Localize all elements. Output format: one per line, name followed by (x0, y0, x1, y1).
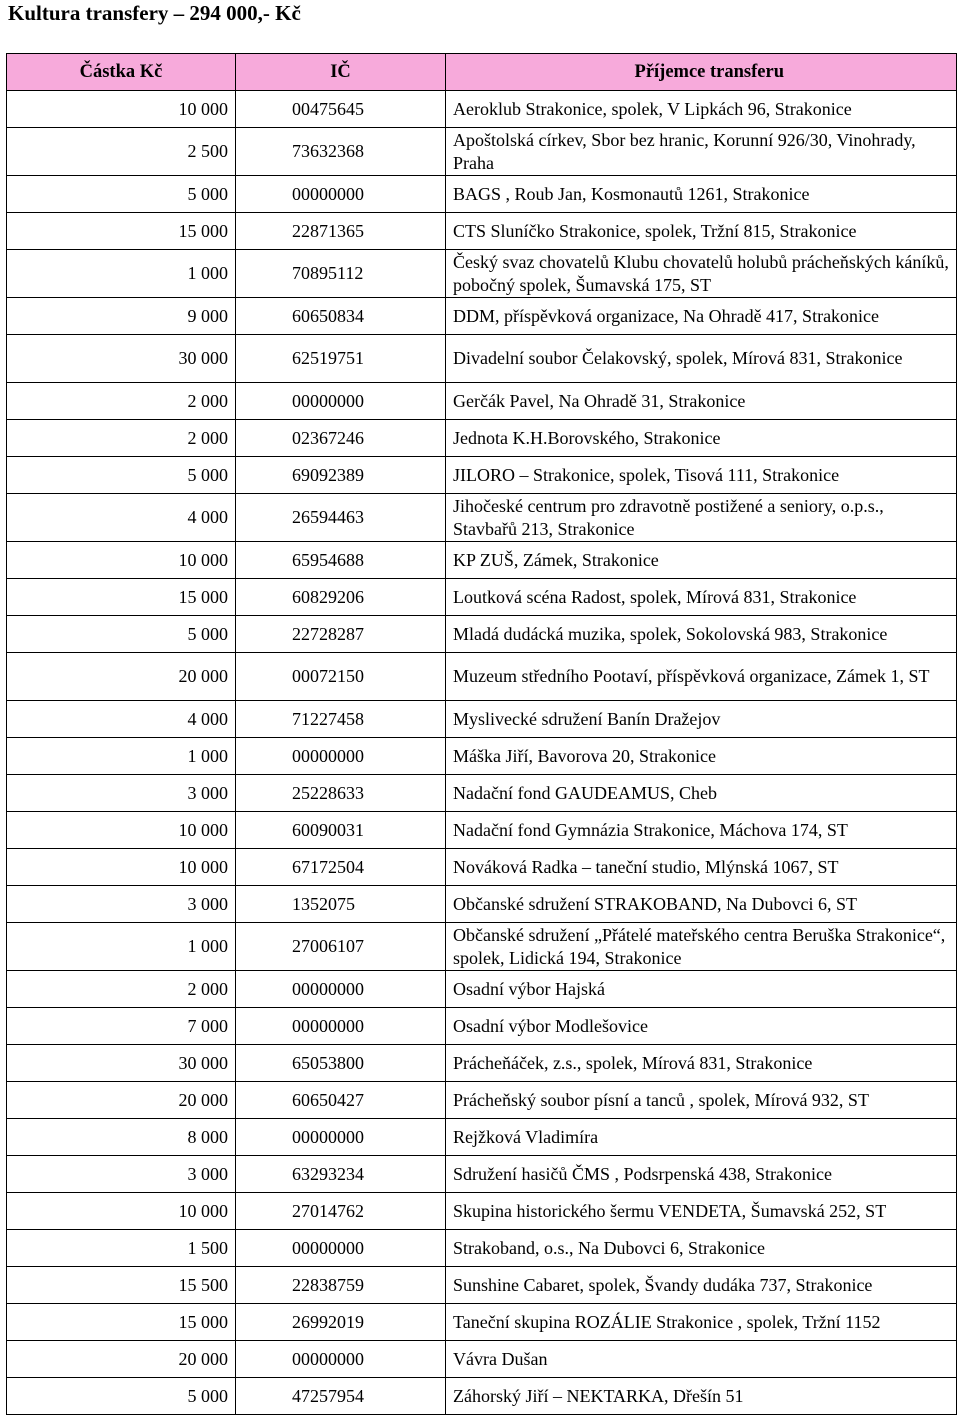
table-row (7, 542, 957, 579)
ic-cell: 65053800 (236, 1045, 446, 1082)
transfers-table (6, 53, 957, 1415)
recipient-cell: Gerčák Pavel, Na Ohradě 31, Strakonice (446, 383, 957, 420)
column-header-amount: Částka Kč (7, 54, 236, 91)
ic-cell: 73632368 (236, 128, 446, 176)
recipient-cell: Prácheňský soubor písní a tanců , spolek, Mírová 932, ST (446, 1082, 957, 1119)
table-row (7, 616, 957, 653)
recipient-cell: Občanské sdružení „Přátelé mateřského centra Beruška Strakonice“, spolek, Lidická 194, Strakonice (446, 923, 957, 971)
ic-cell: 00000000 (236, 1341, 446, 1378)
recipient-cell: Skupina historického šermu VENDETA, Šumavská 252, ST (446, 1193, 957, 1230)
amount-cell: 10 000 (7, 849, 236, 886)
amount-cell: 1 000 (7, 923, 236, 971)
amount-cell: 10 000 (7, 812, 236, 849)
ic-cell: 00000000 (236, 971, 446, 1008)
recipient-cell: KP ZUŠ, Zámek, Strakonice (446, 542, 957, 579)
recipient-cell: Osadní výbor Modlešovice (446, 1008, 957, 1045)
amount-cell: 2 500 (7, 128, 236, 176)
recipient-cell: Jednota K.H.Borovského, Strakonice (446, 420, 957, 457)
amount-cell: 15 000 (7, 213, 236, 250)
ic-cell: 00000000 (236, 738, 446, 775)
amount-cell: 30 000 (7, 335, 236, 383)
table-row (7, 653, 957, 701)
table-row (7, 213, 957, 250)
recipient-cell: CTS Sluníčko Strakonice, spolek, Tržní 815, Strakonice (446, 213, 957, 250)
amount-cell: 3 000 (7, 1156, 236, 1193)
ic-cell: 63293234 (236, 1156, 446, 1193)
table-row (7, 812, 957, 849)
recipient-cell: Sunshine Cabaret, spolek, Švandy dudáka 737, Strakonice (446, 1267, 957, 1304)
amount-cell: 15 000 (7, 1304, 236, 1341)
recipient-cell: Osadní výbor Hajská (446, 971, 957, 1008)
amount-cell: 7 000 (7, 1008, 236, 1045)
ic-cell: 25228633 (236, 775, 446, 812)
amount-cell: 10 000 (7, 91, 236, 128)
amount-cell: 15 000 (7, 579, 236, 616)
amount-cell: 20 000 (7, 1082, 236, 1119)
amount-cell: 5 000 (7, 176, 236, 213)
amount-cell: 3 000 (7, 775, 236, 812)
recipient-cell: Prácheňáček, z.s., spolek, Mírová 831, Strakonice (446, 1045, 957, 1082)
table-row (7, 250, 957, 298)
page-title: Kultura transfery – 294 000,- Kč (8, 1, 301, 25)
table-row (7, 1156, 957, 1193)
recipient-cell: Nadační fond GAUDEAMUS, Cheb (446, 775, 957, 812)
amount-cell: 4 000 (7, 494, 236, 542)
table-row (7, 1378, 957, 1415)
ic-cell: 02367246 (236, 420, 446, 457)
amount-cell: 2 000 (7, 971, 236, 1008)
amount-cell: 3 000 (7, 886, 236, 923)
table-row (7, 1045, 957, 1082)
ic-cell: 22728287 (236, 616, 446, 653)
recipient-cell: Sdružení hasičů ČMS , Podsrpenská 438, Strakonice (446, 1156, 957, 1193)
table-row (7, 1193, 957, 1230)
recipient-cell: JILORO – Strakonice, spolek, Tisová 111, Strakonice (446, 457, 957, 494)
table-row (7, 886, 957, 923)
amount-cell: 8 000 (7, 1119, 236, 1156)
table-row (7, 849, 957, 886)
table-row (7, 420, 957, 457)
recipient-cell: Aeroklub Strakonice, spolek, V Lipkách 96, Strakonice (446, 91, 957, 128)
recipient-cell: Loutková scéna Radost, spolek, Mírová 831, Strakonice (446, 579, 957, 616)
ic-cell: 69092389 (236, 457, 446, 494)
ic-cell: 60829206 (236, 579, 446, 616)
table-row (7, 383, 957, 420)
ic-cell: 00072150 (236, 653, 446, 701)
recipient-cell: Máška Jiří, Bavorova 20, Strakonice (446, 738, 957, 775)
amount-cell: 2 000 (7, 383, 236, 420)
ic-cell: 26594463 (236, 494, 446, 542)
table-row (7, 923, 957, 971)
table-row (7, 775, 957, 812)
table-row (7, 494, 957, 542)
table-row (7, 1267, 957, 1304)
amount-cell: 20 000 (7, 653, 236, 701)
amount-cell: 4 000 (7, 701, 236, 738)
recipient-cell: Nováková Radka – taneční studio, Mlýnská 1067, ST (446, 849, 957, 886)
table-row (7, 1304, 957, 1341)
ic-cell: 60650427 (236, 1082, 446, 1119)
amount-cell: 20 000 (7, 1341, 236, 1378)
ic-cell: 22871365 (236, 213, 446, 250)
amount-cell: 5 000 (7, 616, 236, 653)
ic-cell: 00000000 (236, 1008, 446, 1045)
table-row (7, 579, 957, 616)
table-row (7, 701, 957, 738)
recipient-cell: Rejžková Vladimíra (446, 1119, 957, 1156)
table-row (7, 971, 957, 1008)
amount-cell: 10 000 (7, 1193, 236, 1230)
table-header (7, 54, 957, 91)
recipient-cell: BAGS , Roub Jan, Kosmonautů 1261, Strakonice (446, 176, 957, 213)
table-row (7, 335, 957, 383)
amount-cell: 5 000 (7, 1378, 236, 1415)
ic-cell: 00000000 (236, 1119, 446, 1156)
column-header-recipient: Příjemce transferu (446, 54, 957, 91)
ic-cell: 62519751 (236, 335, 446, 383)
recipient-cell: Muzeum středního Pootaví, příspěvková organizace, Zámek 1, ST (446, 653, 957, 701)
recipient-cell: Jihočeské centrum pro zdravotně postižené a seniory, o.p.s., Stavbařů 213, Strakonice (446, 494, 957, 542)
ic-cell: 70895112 (236, 250, 446, 298)
recipient-cell: Záhorský Jiří – NEKTARKA, Dřešín 51 (446, 1378, 957, 1415)
column-header-ic: IČ (236, 54, 446, 91)
recipient-cell: Strakoband, o.s., Na Dubovci 6, Strakonice (446, 1230, 957, 1267)
table-row (7, 457, 957, 494)
table-body (7, 91, 957, 1415)
ic-cell: 27014762 (236, 1193, 446, 1230)
ic-cell: 22838759 (236, 1267, 446, 1304)
amount-cell: 1 500 (7, 1230, 236, 1267)
ic-cell: 60090031 (236, 812, 446, 849)
ic-cell: 1352075 (236, 886, 446, 923)
ic-cell: 60650834 (236, 298, 446, 335)
amount-cell: 1 000 (7, 250, 236, 298)
recipient-cell: Myslivecké sdružení Banín Dražejov (446, 701, 957, 738)
table-row (7, 128, 957, 176)
recipient-cell: Taneční skupina ROZÁLIE Strakonice , spolek, Tržní 1152 (446, 1304, 957, 1341)
table-row (7, 1341, 957, 1378)
recipient-cell: Apoštolská církev, Sbor bez hranic, Korunní 926/30, Vinohrady, Praha (446, 128, 957, 176)
table-row (7, 1230, 957, 1267)
table-row (7, 91, 957, 128)
amount-cell: 9 000 (7, 298, 236, 335)
recipient-cell: DDM, příspěvková organizace, Na Ohradě 417, Strakonice (446, 298, 957, 335)
recipient-cell: Divadelní soubor Čelakovský, spolek, Mírová 831, Strakonice (446, 335, 957, 383)
ic-cell: 47257954 (236, 1378, 446, 1415)
recipient-cell: Český svaz chovatelů Klubu chovatelů holubů prácheňských káníků, pobočný spolek, Šumavská 175, ST (446, 250, 957, 298)
amount-cell: 5 000 (7, 457, 236, 494)
ic-cell: 00475645 (236, 91, 446, 128)
ic-cell: 67172504 (236, 849, 446, 886)
ic-cell: 26992019 (236, 1304, 446, 1341)
recipient-cell: Nadační fond Gymnázia Strakonice, Máchova 174, ST (446, 812, 957, 849)
recipient-cell: Občanské sdružení STRAKOBAND, Na Dubovci 6, ST (446, 886, 957, 923)
amount-cell: 1 000 (7, 738, 236, 775)
header-row (7, 54, 957, 91)
table-row (7, 1119, 957, 1156)
recipient-cell: Mladá dudácká muzika, spolek, Sokolovská 983, Strakonice (446, 616, 957, 653)
recipient-cell: Vávra Dušan (446, 1341, 957, 1378)
ic-cell: 00000000 (236, 1230, 446, 1267)
ic-cell: 00000000 (236, 383, 446, 420)
ic-cell: 00000000 (236, 176, 446, 213)
ic-cell: 71227458 (236, 701, 446, 738)
ic-cell: 65954688 (236, 542, 446, 579)
amount-cell: 30 000 (7, 1045, 236, 1082)
ic-cell: 27006107 (236, 923, 446, 971)
table-row (7, 298, 957, 335)
table-row (7, 176, 957, 213)
table-row (7, 738, 957, 775)
amount-cell: 10 000 (7, 542, 236, 579)
amount-cell: 2 000 (7, 420, 236, 457)
table-row (7, 1008, 957, 1045)
amount-cell: 15 500 (7, 1267, 236, 1304)
table-row (7, 1082, 957, 1119)
